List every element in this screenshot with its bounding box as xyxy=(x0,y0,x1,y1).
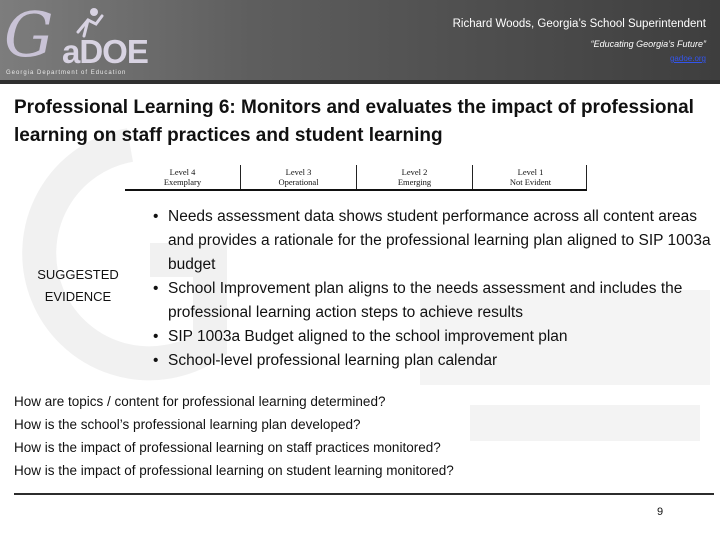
evidence-label-line: EVIDENCE xyxy=(44,289,112,304)
bullet-marker: • xyxy=(153,280,159,297)
rubric-level-name: Emerging xyxy=(397,177,432,187)
rubric-level-number: Level 1 xyxy=(517,167,544,177)
evidence-item xyxy=(152,349,712,373)
rubric-level-number: Level 3 xyxy=(285,167,312,177)
rubric-level-name: Exemplary xyxy=(163,177,202,187)
guiding-question: How is the impact of professional learning on student learning monitored? xyxy=(14,463,454,478)
evidence-item-text: Needs assessment data shows student performance across all content areas and provides a rationale for the professional learning plan aligned to SIP 1003a budget xyxy=(168,208,711,273)
bullet-marker: • xyxy=(153,208,159,225)
evidence-item xyxy=(152,205,712,277)
footer-divider xyxy=(14,493,714,495)
bullet-marker: • xyxy=(153,328,159,345)
evidence-item-text: SIP 1003a Budget aligned to the school improvement plan xyxy=(168,328,568,345)
page-number: 9 xyxy=(656,506,664,518)
header-motto: “Educating Georgia’s Future” xyxy=(590,39,706,49)
rubric-level-1 xyxy=(473,167,588,187)
logo-wordmark: aDOE xyxy=(62,33,148,70)
header-divider xyxy=(0,80,720,84)
logo-letter: G xyxy=(4,0,54,71)
rubric-level-number: Level 2 xyxy=(401,167,428,177)
evidence-list xyxy=(152,205,712,373)
evidence-item-text: School-level professional learning plan calendar xyxy=(168,352,498,369)
rubric-baseline xyxy=(125,189,587,191)
evidence-item xyxy=(152,277,712,325)
guiding-questions xyxy=(14,390,714,482)
guiding-question: How is the impact of professional learning on staff practices monitored? xyxy=(14,440,441,455)
gadoe-logo xyxy=(4,0,154,78)
rubric-level-name: Operational xyxy=(278,177,319,187)
suggested-evidence-label xyxy=(22,264,134,308)
slide-title: Professional Learning 6: Monitors and evaluates the impact of professional learning on staff practices and student learning xyxy=(14,97,694,146)
evidence-item-text: School Improvement plan aligns to the needs assessment and includes the professional learning action steps to achieve results xyxy=(168,280,683,321)
rubric-level-number: Level 4 xyxy=(169,167,196,177)
rubric-level-3 xyxy=(241,167,356,187)
guiding-question: How is the school’s professional learning plan developed? xyxy=(14,417,361,432)
bullet-marker: • xyxy=(153,352,159,369)
rubric-level-2 xyxy=(357,167,472,187)
evidence-item xyxy=(152,325,712,349)
evidence-label-line: SUGGESTED xyxy=(37,267,119,282)
logo-tagline: Georgia Department of Education xyxy=(6,70,127,76)
rubric-level-4 xyxy=(125,167,240,187)
guiding-question: How are topics / content for professional learning determined? xyxy=(14,394,386,409)
rubric-level-name: Not Evident xyxy=(509,177,552,187)
rubric-scale xyxy=(125,163,587,191)
superintendent-name: Richard Woods, Georgia’s School Superintendent xyxy=(452,18,706,30)
rubric-divider xyxy=(586,165,587,189)
gadoe-link[interactable]: gadoe.org xyxy=(669,54,706,63)
